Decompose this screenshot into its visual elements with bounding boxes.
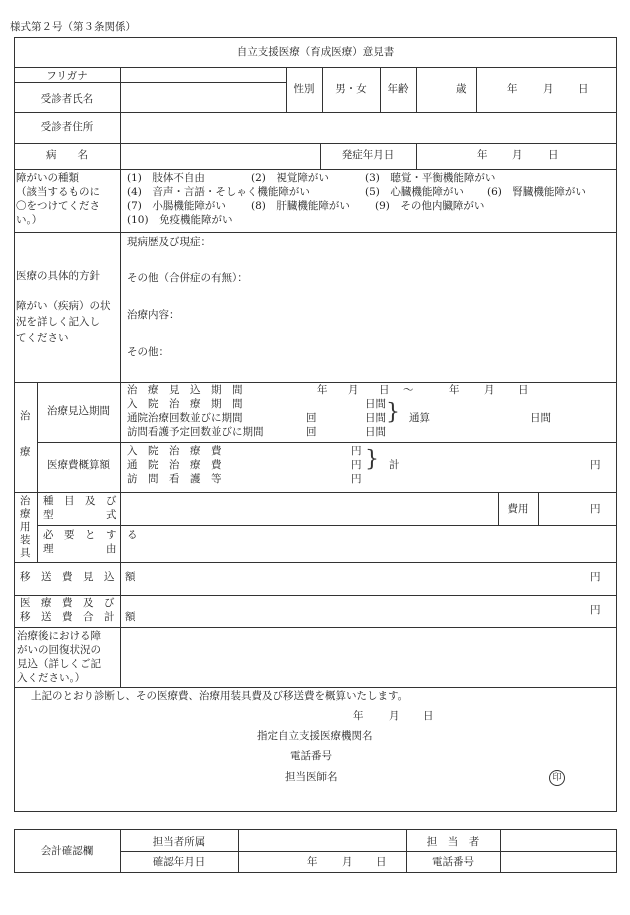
inpatient-days-unit: 日間 [365,398,386,410]
birth-year: 年 [507,83,518,95]
total-label: 通算 [409,412,430,424]
phone-label: 電話番号 [290,750,332,762]
period-end-day: 日 [518,384,529,396]
address-field[interactable] [122,115,612,139]
form-number: 様式第２号（第３条関係） [10,21,136,33]
total-label-2: 移 送 費 合 計 額 [20,611,136,623]
policy-detail-label-2: 況を詳しく記入し [16,316,100,328]
disability-item[interactable]: (1) 肢体不自由 [127,172,205,184]
confirm-date-label: 確認年月日 [152,856,206,868]
nursing-days-unit: 日間 [365,426,386,438]
policy-label: 医療の具体的方針 [16,270,100,282]
device-side-3: 用 [20,521,31,533]
disease-label: 病 名 [46,149,88,161]
other-label: その他： [127,346,169,358]
recovery-label-1: 治療後における障 [17,630,101,642]
disability-label-1: 障がいの種類 [16,172,79,184]
sex-options[interactable]: 男・女 [335,83,367,95]
device-side-2: 療 [20,508,31,520]
disability-item[interactable]: (7) 小腸機能障がい [127,200,226,212]
device-side-4: 装 [20,534,31,546]
institution-label: 指定自立支援医療機関名 [257,730,373,742]
outpatient-cost-yen: 円 [351,459,362,471]
inpatient-cost-yen: 円 [351,445,362,457]
seal-icon: 印 [549,770,565,786]
disability-label-4: い。） [16,214,43,226]
device-side-5: 具 [20,547,31,559]
accounting-phone-label: 電話番号 [432,856,474,868]
policy-field[interactable] [124,248,612,378]
onset-date-label: 発症年月日 [341,149,395,161]
recovery-label-2: がいの回復状況の [17,644,101,656]
onset-day: 日 [548,149,559,161]
birth-day: 日 [578,83,589,95]
item-type-label-1: 種 目 及 び [43,495,117,507]
address-label: 受診者住所 [40,121,94,133]
period-row-label: 治 療 見 込 期 間 [127,384,243,396]
recovery-field[interactable] [124,630,612,684]
patient-name-label: 受診者氏名 [40,93,94,105]
disability-item[interactable]: (9) その他内臓障がい [375,200,485,212]
outpatient-cost-label: 通 院 治 療 費 [127,459,222,471]
outpatient-days-unit: 日間 [365,412,386,424]
reason-label-2: 理 由 [43,543,117,555]
furigana-label: フリガナ [46,70,88,82]
period-tilde: ～ [403,384,414,396]
nursing-times-unit: 回 [306,426,317,438]
sex-label: 性別 [293,83,315,95]
declaration-month: 月 [389,710,400,722]
sum-label: 計 [389,459,400,471]
declaration-text: 上記のとおり診断し、その医療費、治療用装具費及び移送費を概算いたします。 [31,690,409,702]
confirm-year: 年 [307,856,318,868]
onset-month: 月 [512,149,523,161]
complication-label: その他（合併症の有無）： [127,272,248,284]
patient-name-field[interactable] [122,85,285,111]
inpatient-cost-label: 入 院 治 療 費 [127,445,222,457]
reason-field[interactable] [124,528,612,558]
accounting-phone-field[interactable] [503,853,613,869]
treatment-side-1: 治 [20,410,31,422]
period-label: 治療見込期間 [47,405,110,417]
disability-item[interactable]: (5) 心臓機能障がい [365,186,464,198]
outpatient-times-unit: 回 [306,412,317,424]
disease-field[interactable] [122,146,317,166]
device-cost-label: 費用 [507,503,529,515]
transport-label: 移 送 費 見 込 額 [20,571,136,583]
brace-icon: } [365,447,379,472]
period-end-month: 月 [484,384,495,396]
disability-item[interactable]: (4) 音声・言語・そしゃく機能障がい [127,186,310,198]
disability-label-3: 〇をつけてくださ [16,200,100,212]
form-title: 自立支援医療（育成医療）意見書 [236,46,395,58]
transport-yen: 円 [590,571,601,583]
outpatient-label: 通院治療回数並びに期間 [127,412,243,424]
total-days-unit: 日間 [530,412,551,424]
onset-year: 年 [477,149,488,161]
treatment-side-2: 療 [20,446,31,458]
doctor-label: 担当医師名 [285,771,338,783]
policy-detail-label-3: てください [16,332,69,344]
item-type-label-2: 型 式 [43,509,117,521]
period-start-day: 日 [379,384,390,396]
confirm-month: 月 [342,856,353,868]
nursing-cost-yen: 円 [351,473,362,485]
office-label: 担当者所属 [152,836,206,848]
total-label-1: 医 療 費 及 び [20,597,115,609]
birth-month: 月 [543,83,554,95]
history-label: 現病歴及び現症： [127,236,211,248]
disability-item[interactable]: (10) 免疫機能障がい [127,214,233,226]
policy-detail-label-1: 障がい（疾病）の状 [16,300,111,312]
person-label: 担 当 者 [426,836,480,848]
recovery-label-3: 見込（詳しくご記 [17,658,101,670]
sum-yen: 円 [590,459,601,471]
reason-label-1: 必 要 と す る [43,529,138,541]
age-label: 年齢 [387,83,409,95]
total-yen: 円 [590,604,601,616]
disability-label-2: （該当するものに [16,186,100,198]
nursing-cost-label: 訪 問 看 護 等 [127,473,222,485]
declaration-year: 年 [353,710,364,722]
device-type-field[interactable] [124,495,494,519]
declaration-day: 日 [423,710,434,722]
disability-item[interactable]: (8) 肝臓機能障がい [251,200,350,212]
period-start-month: 月 [348,384,359,396]
disability-item[interactable]: (2) 視覚障がい [251,172,329,184]
disability-item[interactable]: (3) 聴覚・平衡機能障がい [365,172,496,184]
person-field[interactable] [503,832,613,848]
device-side-1: 治 [20,495,31,507]
furigana-field[interactable] [122,70,285,81]
brace-icon: } [386,400,400,425]
period-end-year: 年 [449,384,460,396]
age-unit: 歳 [456,83,467,95]
treatment-label: 治療内容： [127,309,180,321]
cost-label: 医療費概算額 [47,459,110,471]
period-start-year: 年 [317,384,328,396]
device-cost-yen: 円 [590,503,601,515]
inpatient-period-label: 入 院 治 療 期 間 [127,398,243,410]
accounting-label: 会計確認欄 [40,845,94,857]
disability-item[interactable]: (6) 腎臓機能障がい [487,186,586,198]
recovery-label-4: 入ください。） [17,672,86,684]
office-field[interactable] [241,832,403,848]
visit-nursing-label: 訪問看護予定回数並びに期間 [127,426,264,438]
confirm-day: 日 [376,856,387,868]
